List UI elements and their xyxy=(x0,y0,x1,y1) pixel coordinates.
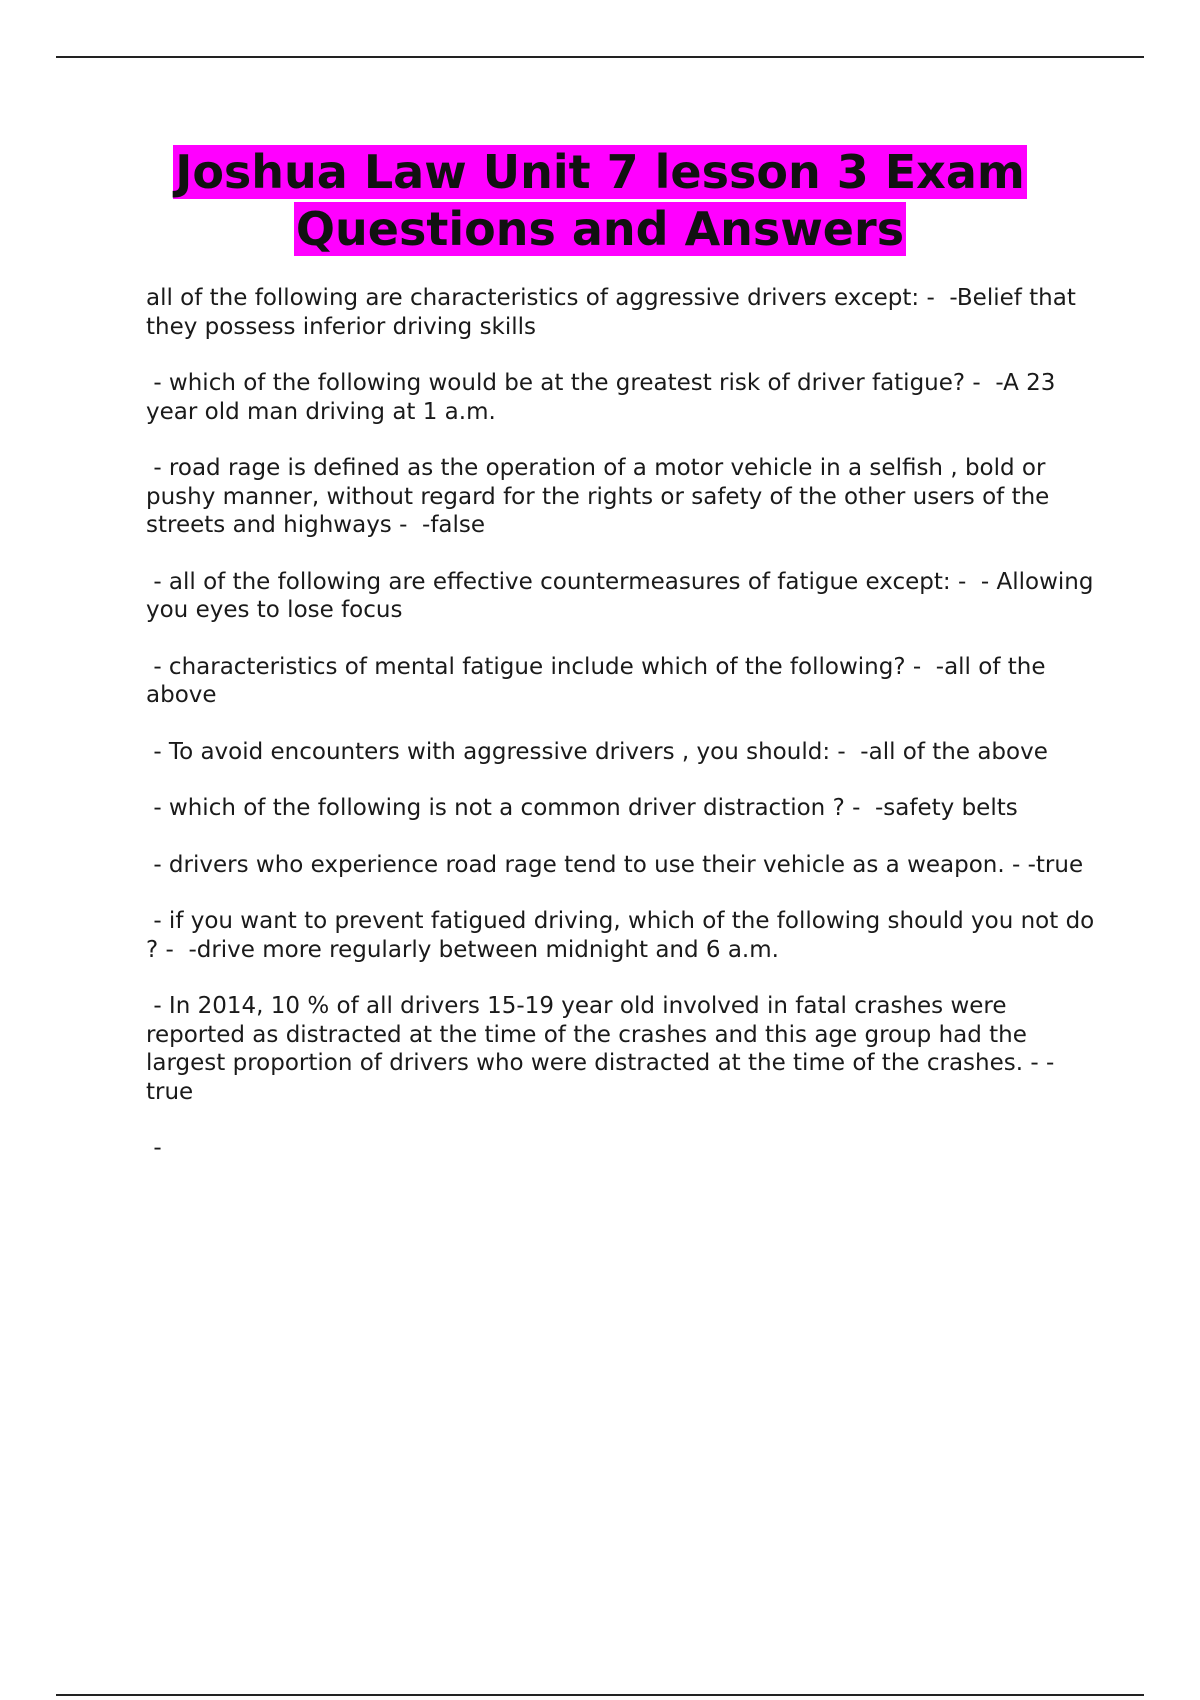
qa-item-11: - xyxy=(146,1135,162,1161)
qa-item-4: - all of the following are effective countermeasures of fatigue except: - - Allowing you eyes to lose focus xyxy=(146,568,1101,623)
qa-item-3: - road rage is defined as the operation of a motor vehicle in a selfish , bold or pushy manner, without regard for the rights or safety of the other users of the streets and highways - -false xyxy=(146,455,1057,538)
top-rule xyxy=(56,56,1144,58)
title-line-1: Joshua Law Unit 7 lesson 3 Exam xyxy=(175,145,1025,199)
qa-item-5: - characteristics of mental fatigue include which of the following? - -all of the above xyxy=(146,653,1053,708)
qa-item-2: - which of the following would be at the greatest risk of driver fatigue? - -A 23 year old man driving at 1 a.m. xyxy=(146,370,1063,425)
qa-item-6: - To avoid encounters with aggressive drivers , you should: - -all of the above xyxy=(146,738,1048,765)
qa-item-10: - In 2014, 10 % of all drivers 15-19 year old involved in fatal crashes were reported as distracted at the time of the crashes and this age group had the largest proportion of drivers who were distracted at the time of the crashes. - -true xyxy=(146,993,1055,1105)
qa-list xyxy=(146,284,1102,1191)
qa-item-9: - if you want to prevent fatigued driving, which of the following should you not do ? - -drive more regularly between midnight and 6 a.m. xyxy=(146,908,1102,963)
document-title xyxy=(100,144,1100,258)
title-line-2: Questions and Answers xyxy=(295,202,905,256)
bottom-rule xyxy=(56,1694,1144,1696)
qa-item-1: all of the following are characteristics of aggressive drivers except: - -Belief that they possess inferior driving skills xyxy=(146,285,1084,340)
qa-item-7: - which of the following is not a common driver distraction ? - -safety belts xyxy=(146,795,1018,821)
qa-item-8: - drivers who experience road rage tend to use their vehicle as a weapon. - -true xyxy=(146,851,1084,878)
